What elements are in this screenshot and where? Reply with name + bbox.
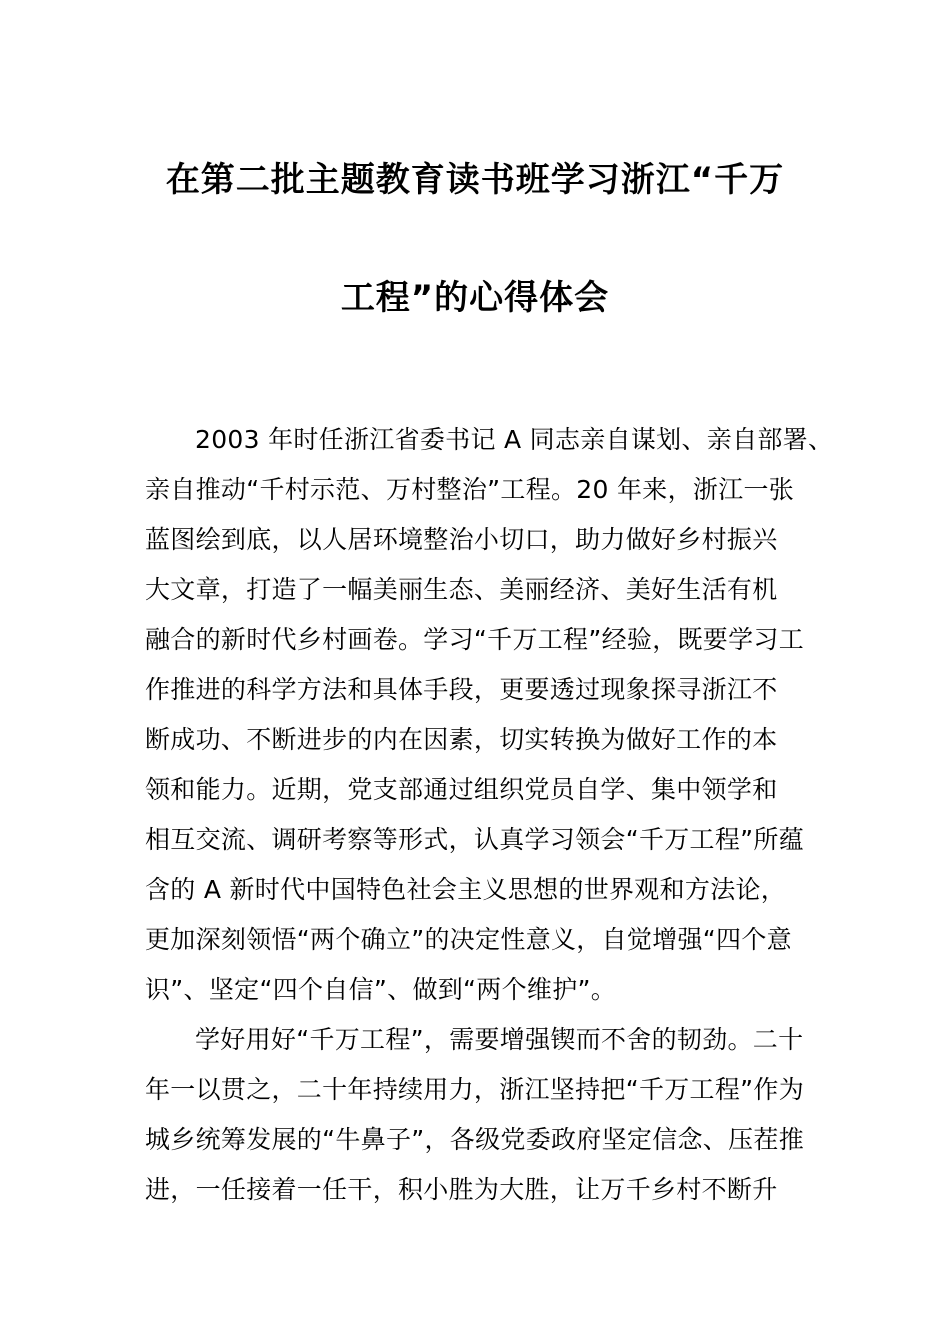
document-title-line-1: 在第二批主题教育读书班学习浙江“千万: [165, 160, 785, 200]
paragraph-2-line-1: 学好用好“千万工程”，需要增强锲而不舍的韧劲。二十: [195, 1025, 804, 1054]
paragraph-1-line-2: 亲自推动“千村示范、万村整治”工程。20 年来，浙江一张: [145, 475, 795, 504]
paragraph-1-line-4: 大文章，打造了一幅美丽生态、美丽经济、美好生活有机: [145, 575, 778, 604]
paragraph-1-line-12: 识”、坚定“四个自信”、做到“两个维护”。: [145, 975, 617, 1004]
paragraph-1-line-6: 作推进的科学方法和具体手段，更要透过现象探寻浙江不: [145, 675, 778, 704]
paragraph-1-line-7: 断成功、不断进步的内在因素，切实转换为做好工作的本: [145, 725, 778, 754]
paragraph-1-line-11: 更加深刻领悟“两个确立”的决定性意义，自觉增强“四个意: [145, 925, 792, 954]
paragraph-1-line-8: 领和能力。近期，党支部通过组织党员自学、集中领学和: [145, 775, 778, 804]
document-title-line-2: 工程”的心得体会: [340, 278, 610, 318]
paragraph-1-line-1: 2003 年时任浙江省委书记 A 同志亲自谋划、亲自部署、: [195, 425, 834, 454]
paragraph-1-line-9: 相互交流、调研考察等形式，认真学习领会“千万工程”所蕴: [145, 825, 805, 854]
paragraph-1-line-3: 蓝图绘到底，以人居环境整治小切口，助力做好乡村振兴: [145, 525, 778, 554]
paragraph-2-line-2: 年一以贯之，二十年持续用力，浙江坚持把“千万工程”作为: [145, 1075, 805, 1104]
paragraph-2-line-4: 进，一任接着一任干，积小胜为大胜，让万千乡村不断升: [145, 1175, 778, 1204]
paragraph-1-line-10: 含的 A 新时代中国特色社会主义思想的世界观和方法论，: [145, 875, 787, 904]
paragraph-2-line-3: 城乡统筹发展的“牛鼻子”，各级党委政府坚定信念、压茬推: [145, 1125, 805, 1154]
paragraph-1-line-5: 融合的新时代乡村画卷。学习“千万工程”经验，既要学习工: [145, 625, 805, 654]
